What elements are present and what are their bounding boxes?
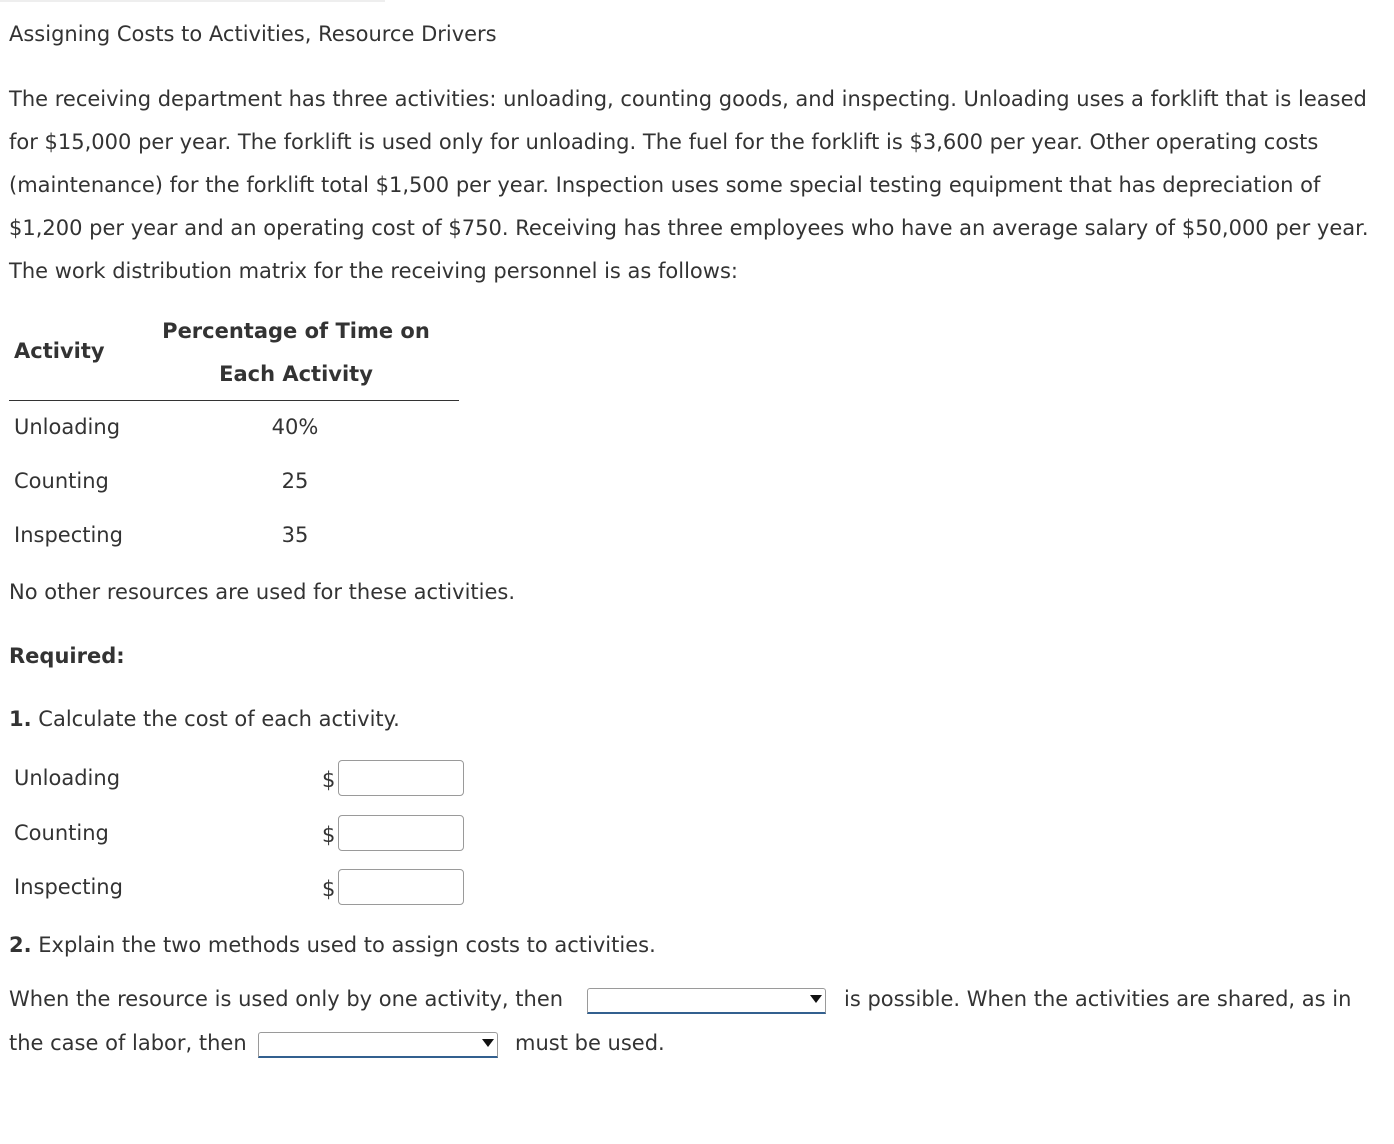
problem-description: The receiving department has three activities: unloading, counting goods, and inspecting. Unloading uses a forklift that is leased for $15,000 per year. The forklift is used only for unloading. The fuel for the forklift is $3,600 per year. Other operating costs (maintenance) for the forklift total $1,500 per year. Inspection uses some special testing equipment that has depreciation of $1,200 per year and an operating cost of $750. Receiving has three employees who have an average salary of $50,000 per year. The work distribution matrix for the receiving personnel is as follows: bbox=[9, 87, 1369, 283]
answer-label-unloading: Unloading bbox=[14, 766, 121, 790]
dollar-sign: $ bbox=[322, 877, 336, 901]
table-header-percentage-line1: Percentage of Time on bbox=[162, 319, 430, 343]
method-dropdown-2[interactable] bbox=[258, 1032, 498, 1058]
table-row-activity: Counting bbox=[14, 469, 109, 493]
table-header-percentage-line2: Each Activity bbox=[219, 362, 373, 386]
table-header-activity: Activity bbox=[14, 339, 105, 363]
answer-line-1-before: When the resource is used only by one activity, then bbox=[9, 987, 564, 1011]
table-row-percentage: 35 bbox=[281, 523, 309, 547]
question-1-text: Calculate the cost of each activity. bbox=[38, 707, 400, 731]
chevron-down-icon bbox=[810, 995, 822, 1003]
inspecting-cost-input[interactable] bbox=[338, 869, 464, 905]
required-heading: Required: bbox=[9, 644, 125, 668]
answer-line-2-before: the case of labor, then bbox=[9, 1031, 247, 1055]
table-row-percentage: 40% bbox=[271, 415, 319, 439]
answer-label-inspecting: Inspecting bbox=[14, 875, 123, 899]
question-2-text: Explain the two methods used to assign costs to activities. bbox=[38, 933, 656, 957]
method-dropdown-1[interactable] bbox=[587, 988, 826, 1014]
question-1-number: 1. bbox=[9, 707, 32, 731]
dollar-sign: $ bbox=[322, 823, 336, 847]
unloading-cost-input[interactable] bbox=[338, 760, 464, 796]
question-2 bbox=[9, 933, 656, 957]
counting-cost-input[interactable] bbox=[338, 815, 464, 851]
table-header-rule bbox=[9, 400, 459, 401]
note-text: No other resources are used for these activities. bbox=[9, 580, 516, 604]
table-row-percentage: 25 bbox=[281, 469, 309, 493]
chevron-down-icon bbox=[482, 1039, 494, 1047]
page-title: Assigning Costs to Activities, Resource Drivers bbox=[9, 22, 497, 46]
table-header-percentage bbox=[140, 310, 452, 396]
question-2-number: 2. bbox=[9, 933, 32, 957]
dollar-sign: $ bbox=[322, 768, 336, 792]
table-row-activity: Inspecting bbox=[14, 523, 123, 547]
top-divider bbox=[0, 0, 385, 2]
answer-label-counting: Counting bbox=[14, 821, 109, 845]
question-1 bbox=[9, 707, 400, 731]
table-row-activity: Unloading bbox=[14, 415, 121, 439]
answer-line-2-after: must be used. bbox=[515, 1031, 665, 1055]
answer-line-1-after: is possible. When the activities are shared, as in bbox=[844, 987, 1352, 1011]
